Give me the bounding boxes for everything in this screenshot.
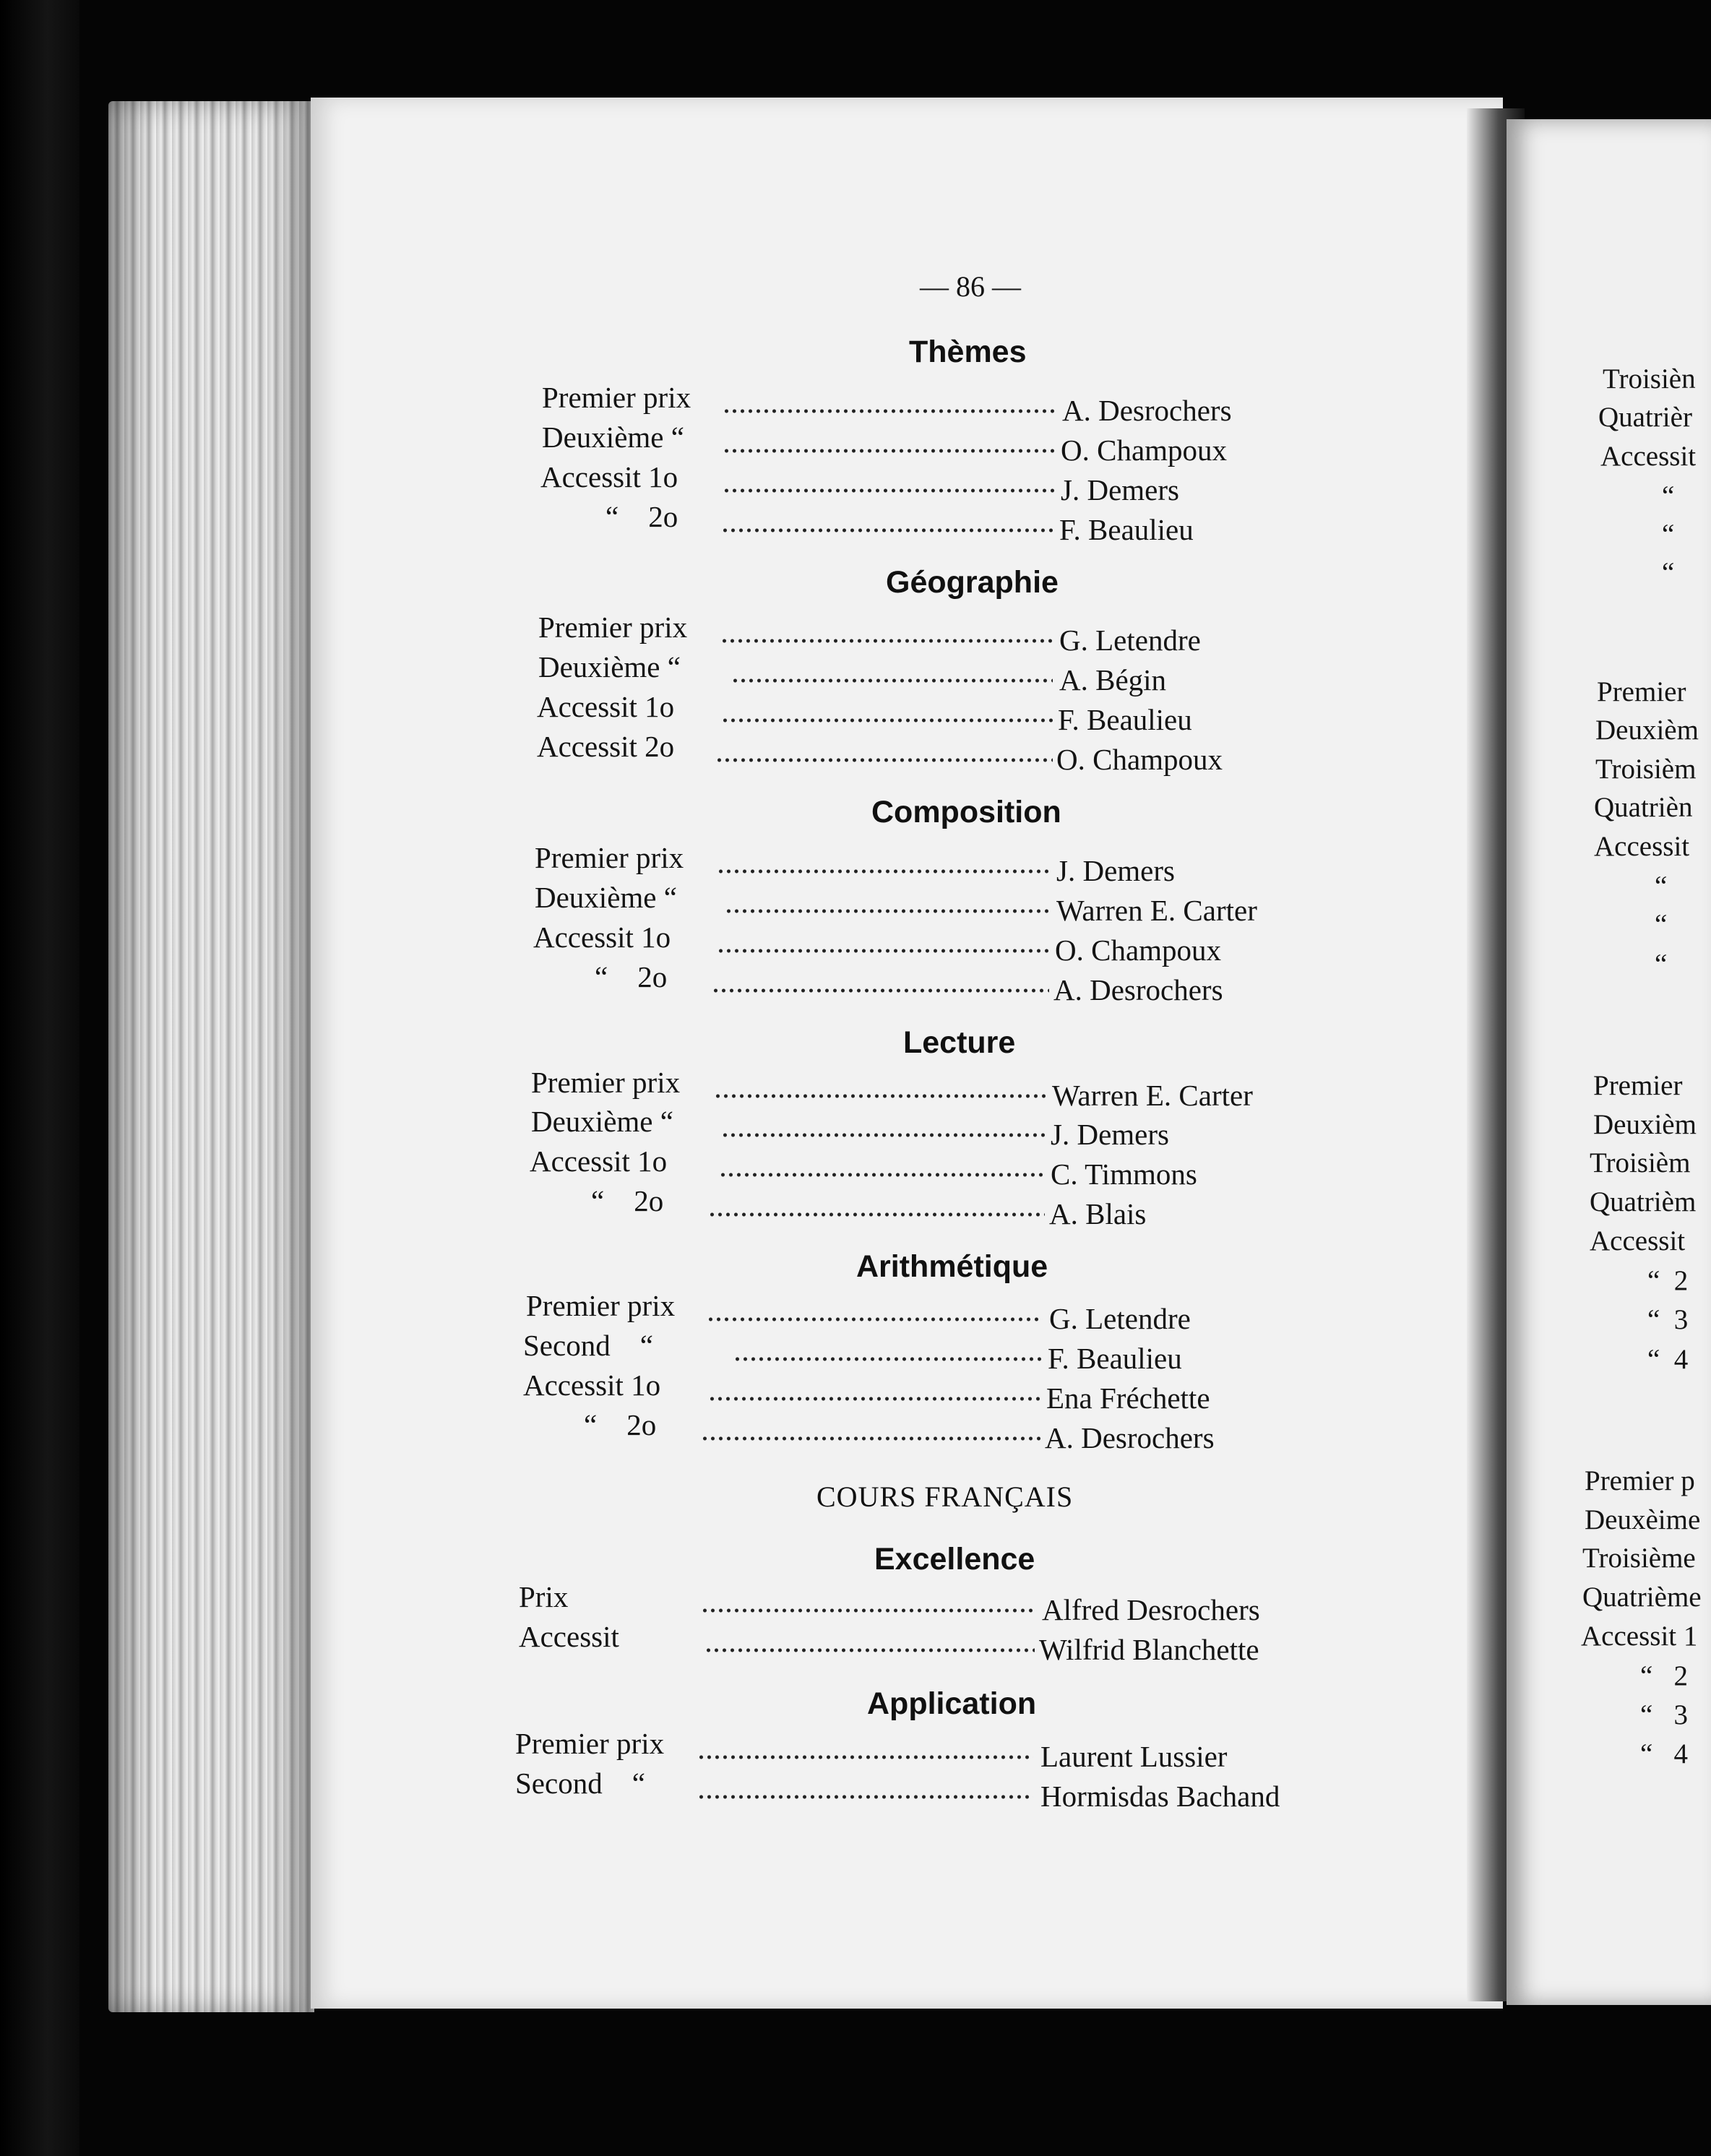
row-label: Accessit 2o	[537, 730, 675, 763]
row-name: Wilfrid Blanchette	[1039, 1633, 1259, 1666]
right-fragment: Premier	[1597, 676, 1686, 707]
right-fragment: “ 3	[1640, 1699, 1689, 1730]
right-fragment: “ 4	[1647, 1344, 1689, 1375]
right-fragment: Troisième	[1582, 1543, 1696, 1574]
dot-leader	[701, 1608, 1037, 1613]
right-fragment: Accessit	[1590, 1225, 1686, 1256]
row-label: Premier prix	[531, 1066, 681, 1099]
row-name: O. Champoux	[1055, 933, 1222, 967]
dot-leader	[704, 1647, 1035, 1653]
right-fragment: Premier p	[1585, 1465, 1695, 1496]
row-name: A. Desrochers	[1053, 973, 1223, 1006]
row-name: A. Desrochers	[1062, 394, 1232, 427]
dot-leader	[723, 408, 1055, 414]
dot-leader	[708, 1396, 1040, 1402]
right-fragment: Premier	[1593, 1070, 1683, 1101]
right-fragment: Troisièn	[1603, 363, 1696, 394]
row-name: Hormisdas Bachand	[1040, 1780, 1280, 1813]
right-fragment: “ 3	[1647, 1304, 1689, 1335]
row-label: Premier prix	[526, 1289, 676, 1322]
row-label: Deuxième “	[531, 1105, 673, 1138]
row-name: F. Beaulieu	[1059, 513, 1194, 546]
right-fragment: Deuxièm	[1595, 715, 1699, 746]
dot-leader	[733, 1356, 1043, 1362]
row-label: Second “	[523, 1329, 653, 1362]
right-fragment: “	[1662, 557, 1675, 588]
row-name: A. Blais	[1049, 1197, 1147, 1230]
row-label: Premier prix	[515, 1727, 665, 1760]
dot-leader	[731, 678, 1053, 684]
dot-leader	[708, 1212, 1045, 1217]
section-title-lecture: Lecture	[903, 1025, 1016, 1060]
row-label: Accessit 1o	[533, 920, 671, 954]
cours-francais-heading: COURS FRANÇAIS	[816, 1480, 1074, 1513]
row-name: A. Bégin	[1059, 663, 1167, 697]
right-fragment: “ 2	[1640, 1660, 1689, 1691]
section-title-composition: Composition	[871, 795, 1061, 829]
row-label: Deuxième “	[535, 881, 677, 914]
row-label: Premier prix	[538, 611, 688, 644]
dot-leader	[714, 1093, 1046, 1099]
row-label: Accessit	[519, 1620, 619, 1653]
row-name: F. Beaulieu	[1048, 1342, 1182, 1375]
film-border	[0, 0, 79, 2156]
row-label: Accessit 1o	[523, 1368, 661, 1402]
right-fragment: Troisièm	[1595, 754, 1697, 785]
row-label: “ 2o	[591, 1184, 664, 1217]
right-fragment: Accessit	[1594, 831, 1690, 862]
dot-leader	[720, 638, 1053, 644]
dot-leader	[725, 908, 1051, 914]
row-label: Deuxième “	[542, 421, 684, 454]
right-fragment: “	[1655, 949, 1668, 980]
right-fragment: “	[1655, 909, 1668, 940]
row-name: J. Demers	[1061, 473, 1179, 506]
row-name: G. Letendre	[1059, 624, 1201, 657]
dot-leader	[707, 1316, 1043, 1322]
dot-leader	[697, 1794, 1033, 1800]
dot-leader	[717, 868, 1051, 874]
dot-leader	[717, 948, 1049, 954]
dot-leader	[719, 1172, 1045, 1178]
right-fragment: Accessit 1	[1581, 1621, 1698, 1652]
right-fragment: “	[1655, 871, 1668, 902]
row-label: “ 2o	[584, 1408, 657, 1441]
row-name: F. Beaulieu	[1058, 703, 1192, 736]
row-label: Accessit 1o	[530, 1144, 668, 1178]
right-fragment: Quatrièm	[1590, 1186, 1697, 1217]
right-fragment: Quatrièn	[1594, 792, 1693, 823]
dot-leader	[723, 488, 1055, 493]
right-fragment: Quatrièr	[1598, 402, 1692, 433]
section-title-arithmetique: Arithmétique	[856, 1249, 1048, 1284]
row-name: C. Timmons	[1051, 1157, 1197, 1191]
row-label: Accessit 1o	[540, 460, 678, 493]
dot-leader	[715, 757, 1053, 763]
dot-leader	[721, 527, 1055, 533]
row-label: Accessit 1o	[537, 690, 675, 723]
row-name: A. Desrochers	[1045, 1421, 1215, 1454]
row-label: Second “	[515, 1767, 645, 1800]
row-name: Alfred Desrochers	[1042, 1593, 1260, 1626]
row-name: J. Demers	[1051, 1118, 1169, 1151]
row-label: Premier prix	[542, 381, 691, 414]
row-name: J. Demers	[1056, 854, 1175, 887]
section-title-application: Application	[867, 1686, 1037, 1721]
dot-leader	[721, 1132, 1046, 1138]
row-label: Deuxième “	[538, 650, 681, 684]
row-name: Laurent Lussier	[1040, 1740, 1228, 1773]
right-fragment: “ 2	[1647, 1265, 1689, 1296]
right-fragment: “	[1662, 519, 1675, 550]
dot-leader	[701, 1436, 1040, 1441]
dot-leader	[697, 1754, 1033, 1760]
dot-leader	[721, 717, 1053, 723]
right-fragment: Accessit	[1600, 441, 1697, 472]
row-name: Ena Fréchette	[1046, 1381, 1210, 1415]
row-name: Warren E. Carter	[1052, 1079, 1253, 1112]
section-title-excellence: Excellence	[874, 1542, 1035, 1577]
row-name: O. Champoux	[1056, 743, 1223, 776]
dot-leader	[712, 988, 1049, 993]
dot-leader	[723, 448, 1055, 454]
row-label: Premier prix	[535, 841, 684, 874]
page-number: — 86 —	[920, 270, 1021, 303]
right-fragment: Quatrième	[1582, 1582, 1702, 1613]
row-label: Prix	[519, 1580, 569, 1613]
row-label: “ 2o	[605, 500, 678, 533]
right-fragment: “ 4	[1640, 1738, 1689, 1769]
section-title-geographie: Géographie	[886, 565, 1059, 600]
row-name: Warren E. Carter	[1056, 894, 1257, 927]
section-title-themes: Thèmes	[909, 335, 1027, 369]
row-name: G. Letendre	[1049, 1302, 1191, 1335]
row-label: “ 2o	[595, 960, 668, 993]
book-edge-shadow	[108, 101, 152, 2012]
right-fragment: Deuxièm	[1593, 1109, 1697, 1140]
right-fragment: Troisièm	[1590, 1147, 1691, 1178]
right-fragment: “	[1662, 480, 1675, 512]
right-fragment: Deuxèime	[1585, 1504, 1701, 1535]
row-name: O. Champoux	[1061, 434, 1228, 467]
